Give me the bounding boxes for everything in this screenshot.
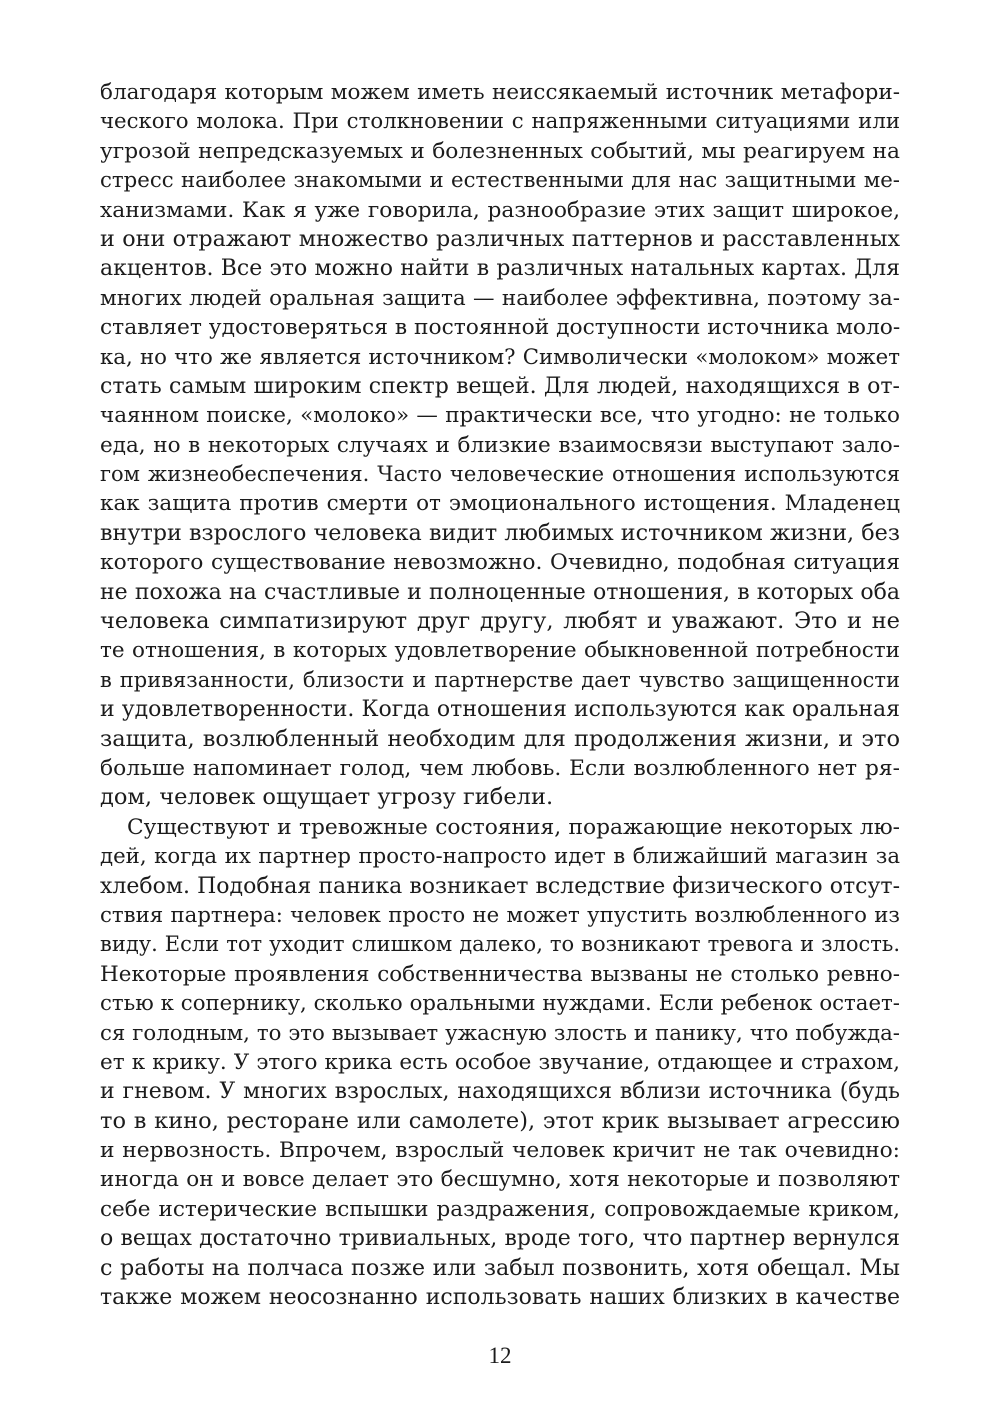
text-line: виду. Если тот уходит слишком далеко, то возникают тревога и злость. <box>100 932 900 957</box>
text-line: о вещах достаточно тривиальных, вроде того, что партнер вернулся <box>100 1226 900 1252</box>
text-line: иногда он и вовсе делает это бесшумно, хотя некоторые и позволяют <box>100 1167 900 1193</box>
text-line: чаянном поиске, «молоко» — практически все, что угодно: не только <box>100 403 900 429</box>
text-line: Некоторые проявления собственничества вызваны не столько ревно- <box>100 961 900 987</box>
text-line: и удовлетворенности. Когда отношения используются как оральная <box>100 697 900 723</box>
text-line: в привязанности, близости и партнерстве дает чувство защищенности <box>100 667 900 692</box>
text-line: гом жизнеобеспечения. Часто человеческие отношения используются <box>100 462 900 487</box>
text-line: угрозой непредсказуемых и болезненных событий, мы реагируем на <box>100 138 900 164</box>
text-line: человека симпатизируют друг другу, любят и уважают. Это и не <box>100 608 900 635</box>
text-line: те отношения, в которых удовлетворение обыкновенной потребности <box>100 638 900 664</box>
text-line: дом, человек ощущает угрозу гибели. <box>100 784 554 811</box>
text-line: хлебом. Подобная паника возникает вследствие физического отсут- <box>100 873 900 899</box>
text-line: то в кино, ресторане или самолете), этот крик вызывает агрессию <box>100 1107 900 1134</box>
text-line: не похожа на счастливые и полноценные отношения, в которых оба <box>100 579 900 605</box>
text-line: с работы на полчаса позже или забыл позвонить, хотя обещал. Мы <box>100 1254 900 1281</box>
body-text <box>100 78 900 1312</box>
text-line: Существуют и тревожные состояния, поражающие некоторых лю- <box>127 814 900 840</box>
text-line: стать самым широким спектр вещей. Для людей, находящихся в от- <box>100 373 900 399</box>
text-line: акцентов. Все это можно найти в различных натальных картах. Для <box>100 256 900 282</box>
text-line: дей, когда их партнер просто-напросто идет в ближайший магазин за <box>100 844 900 870</box>
text-line: также можем неосознанно использовать наших близких в качестве <box>100 1285 900 1311</box>
text-line: еда, но в некоторых случаях и близкие взаимосвязи выступают зало- <box>100 432 900 458</box>
text-line: ставляет удостоверяться в постоянной доступности источника моло- <box>100 315 900 341</box>
text-line: ханизмами. Как я уже говорила, разнообразие этих защит широкое, <box>100 197 900 223</box>
text-line: больше напоминает голод, чем любовь. Если возлюбленного нет ря- <box>100 755 900 781</box>
text-line: и они отражают множество различных паттернов и расставленных <box>100 225 900 252</box>
text-line: внутри взрослого человека видит любимых источником жизни, без <box>100 519 900 546</box>
text-line: стью к сопернику, сколько оральными нуждами. Если ребенок остает- <box>100 991 900 1017</box>
text-line: и нервозность. Впрочем, взрослый человек кричит не так очевидно: <box>100 1138 900 1164</box>
text-line: ся голодным, то это вызывает ужасную злость и панику, что побужда- <box>100 1020 900 1046</box>
text-line: ка, но что же является источником? Символически «молоком» может <box>100 344 900 370</box>
text-line: благодаря которым можем иметь неиссякаемый источник метафори- <box>100 80 900 105</box>
text-line: многих людей оральная защита — наиболее эффективна, поэтому за- <box>100 285 900 311</box>
text-line: и гневом. У многих взрослых, находящихся вблизи источника (будь <box>100 1079 900 1105</box>
text-line: ствия партнера: человек просто не может упустить возлюбленного из <box>100 902 900 928</box>
text-line: стресс наиболее знакомыми и естественными для нас защитными ме- <box>100 168 900 194</box>
text-line: себе истерические вспышки раздражения, сопровождаемые криком, <box>100 1196 900 1222</box>
page-number: 12 <box>488 1343 512 1368</box>
text-line: защита, возлюбленный необходим для продолжения жизни, и это <box>100 725 900 752</box>
text-line: ет к крику. У этого крика есть особое звучание, отдающее и страхом, <box>100 1049 900 1075</box>
text-line: как защита против смерти от эмоционального истощения. Младенец <box>100 491 900 517</box>
paragraph <box>100 78 900 813</box>
text-line: которого существование невозможно. Очевидно, подобная ситуация <box>100 550 900 576</box>
paragraph <box>100 813 900 1313</box>
text-line: ческого молока. При столкновении с напряженными ситуациями или <box>100 109 900 135</box>
